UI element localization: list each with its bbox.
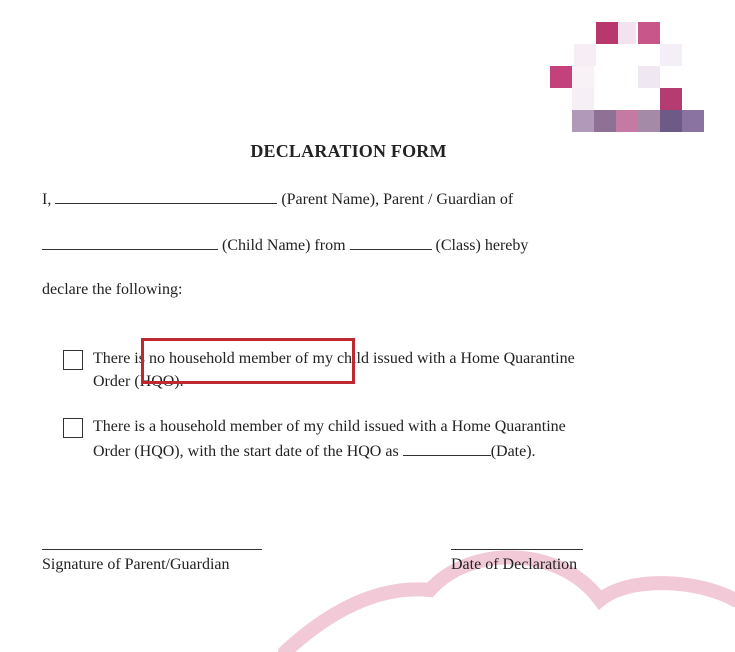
child-line [42,235,528,255]
line2-suffix: (Class) hereby [435,237,529,254]
option-no-hqo-text-2: Order (HQO). [93,373,184,390]
option-no-hqo-checkbox[interactable] [63,350,83,370]
line1-suffix: (Parent Name), Parent / Guardian of [281,191,514,208]
hqo-date-blank[interactable] [403,441,491,456]
option-no-hqo-text-1: There is no household member of my child issued with a Home Quarantine [93,350,575,367]
highlight-box [141,338,355,384]
form-title: DECLARATION FORM [250,141,447,161]
declare-line: declare the following: [42,281,183,298]
pixelated-logo [548,20,708,134]
option-hqo-text-1: There is a household member of my child issued with a Home Quarantine [93,418,566,435]
date-label: Date of Declaration [451,556,578,573]
child-name-blank[interactable] [42,235,218,250]
line1-prefix: I, [42,191,52,208]
signature-line[interactable] [42,549,262,550]
class-blank[interactable] [350,235,432,250]
parent-name-blank[interactable] [55,189,277,204]
option-hqo-text-2 [93,441,536,461]
date-line[interactable] [451,549,583,550]
option-hqo-text-2-prefix: Order (HQO), with the start date of the HQO as [93,443,399,460]
option-hqo-text-2-suffix: (Date). [490,443,536,460]
option-hqo-checkbox[interactable] [63,418,83,438]
line2-middle: (Child Name) from [222,237,346,254]
signature-label: Signature of Parent/Guardian [42,556,230,573]
parent-line [42,189,513,209]
